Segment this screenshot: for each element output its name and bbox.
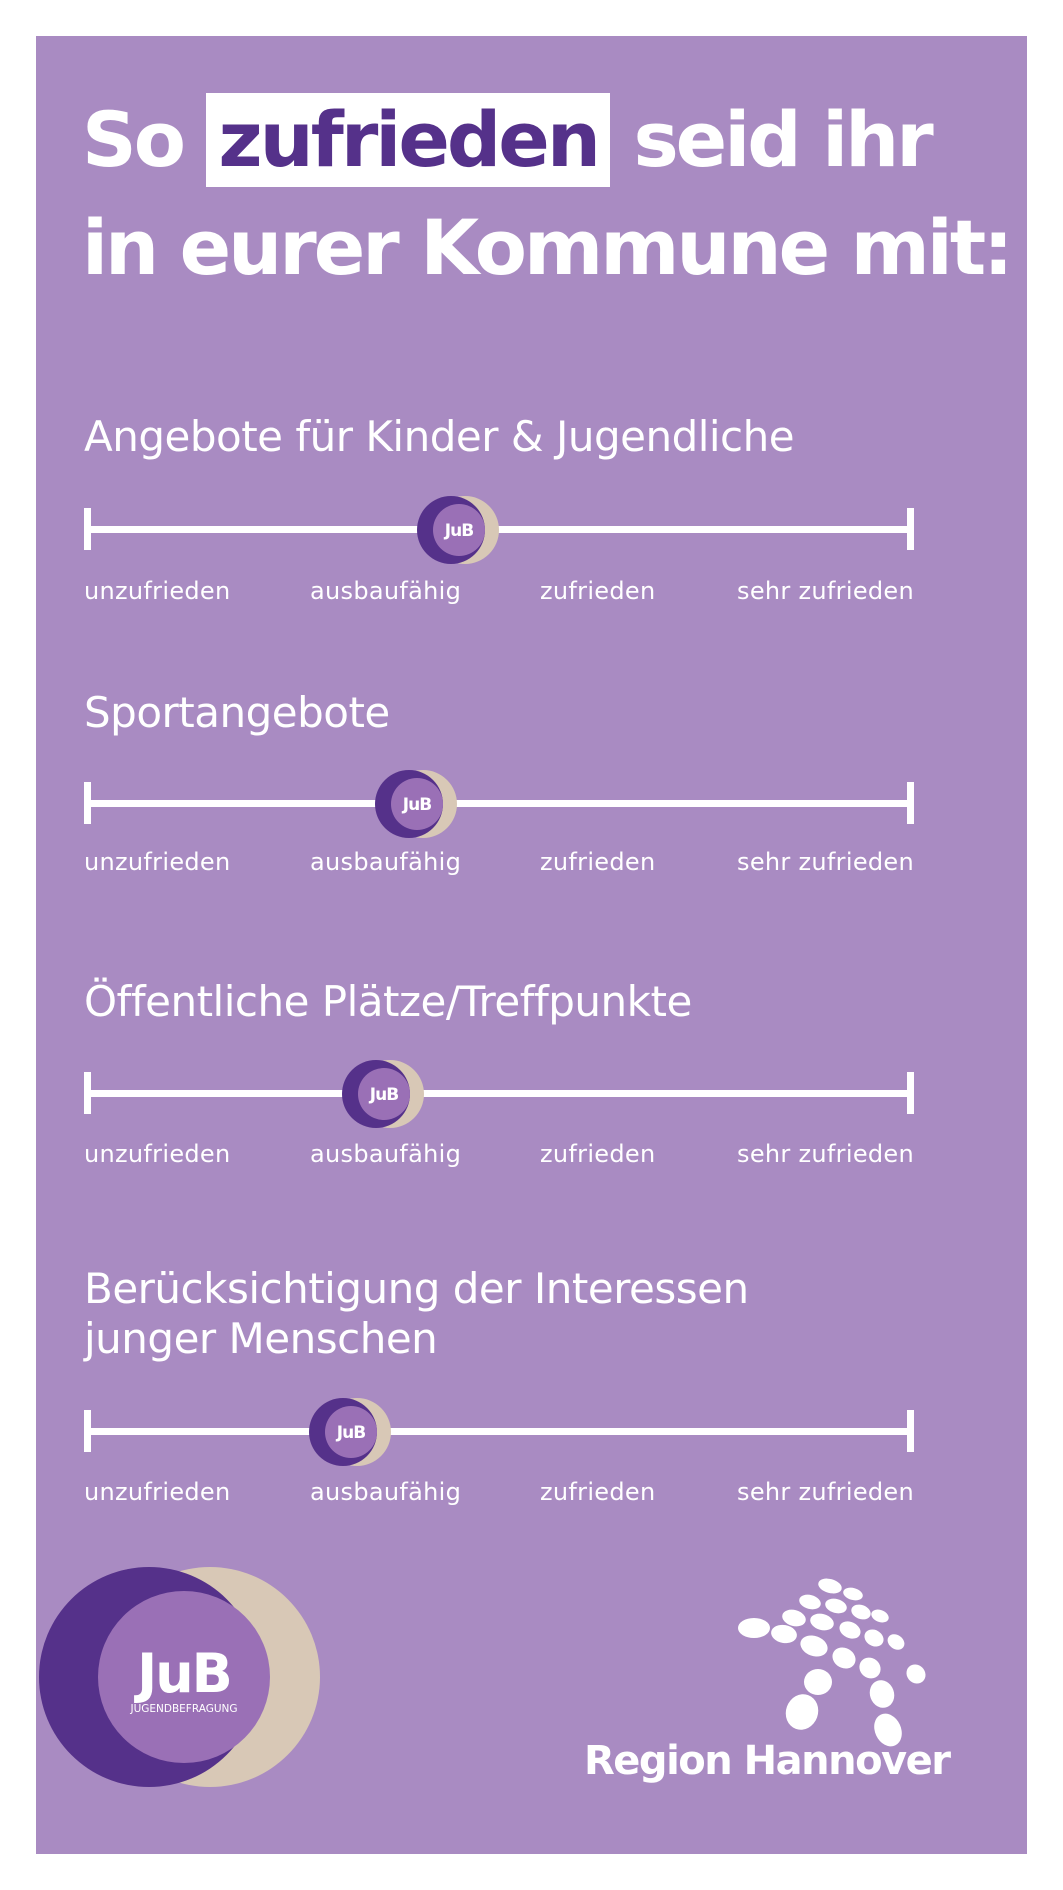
question-title — [84, 1264, 749, 1364]
question-title-line-2: junger Menschen — [84, 1314, 438, 1363]
jub-marker-text: JuB — [369, 1085, 398, 1105]
jub-logo-text: JuB — [137, 1642, 231, 1705]
satisfaction-scale — [84, 1072, 914, 1116]
headline-line-2: in eurer Kommune mit: — [82, 203, 1011, 292]
scale-labels — [84, 1478, 914, 1508]
scale-label-zufrieden: zufrieden — [540, 1478, 656, 1506]
scale-labels — [84, 1140, 914, 1170]
scale-start-cap — [84, 782, 91, 824]
scale-track — [84, 526, 914, 533]
scale-label-sehr-zufrieden: sehr zufrieden — [737, 848, 914, 876]
scale-label-zufrieden: zufrieden — [540, 1140, 656, 1168]
question-title: Öffentliche Plätze/Treffpunkte — [84, 977, 692, 1026]
scale-label-ausbaufaehig: ausbaufähig — [310, 848, 462, 876]
satisfaction-scale — [84, 1410, 914, 1454]
scale-label-unzufrieden: unzufrieden — [84, 1478, 231, 1506]
jub-marker-text: JuB — [402, 795, 432, 815]
headline-highlight: zufrieden — [206, 93, 610, 187]
scale-label-sehr-zufrieden: sehr zufrieden — [737, 1140, 914, 1168]
satisfaction-scale — [84, 782, 914, 826]
jub-marker — [375, 768, 457, 840]
scale-label-zufrieden: zufrieden — [540, 577, 656, 605]
jub-marker-text: JuB — [444, 521, 473, 541]
scale-label-ausbaufaehig: ausbaufähig — [310, 1478, 462, 1506]
question-title: Sportangebote — [84, 688, 390, 737]
scale-label-ausbaufaehig: ausbaufähig — [310, 577, 462, 605]
scale-track — [84, 1428, 914, 1435]
scale-label-sehr-zufrieden: sehr zufrieden — [737, 1478, 914, 1506]
scale-start-cap — [84, 508, 91, 550]
scale-labels — [84, 577, 914, 607]
question-title: Angebote für Kinder & Jugendliche — [84, 412, 795, 461]
scale-label-unzufrieden: unzufrieden — [84, 577, 231, 605]
jub-logo-subtext: JUGENDBEFRAGUNG — [130, 1703, 238, 1715]
jub-marker — [417, 494, 499, 566]
scale-label-zufrieden: zufrieden — [540, 848, 656, 876]
scale-end-cap — [907, 1072, 914, 1114]
question-title-line-1: Berücksichtigung der Interessen — [84, 1264, 749, 1313]
scale-label-unzufrieden: unzufrieden — [84, 848, 231, 876]
scale-labels — [84, 848, 914, 878]
headline-line-1 — [82, 86, 942, 194]
scale-end-cap — [907, 508, 914, 550]
region-hannover-name: Region Hannover — [584, 1738, 950, 1784]
headline-pre: So — [82, 95, 183, 184]
satisfaction-scale — [84, 508, 914, 552]
scale-track — [84, 800, 914, 807]
jub-logo — [34, 1562, 324, 1792]
scale-end-cap — [907, 782, 914, 824]
jub-marker-text: JuB — [336, 1423, 365, 1443]
jub-marker — [309, 1396, 391, 1468]
scale-start-cap — [84, 1410, 91, 1452]
scale-start-cap — [84, 1072, 91, 1114]
headline — [82, 86, 1011, 302]
scale-end-cap — [907, 1410, 914, 1452]
scale-label-sehr-zufrieden: sehr zufrieden — [737, 577, 914, 605]
scale-track — [84, 1090, 914, 1097]
scale-label-unzufrieden: unzufrieden — [84, 1140, 231, 1168]
headline-post: seid ihr — [633, 95, 931, 184]
jub-marker — [342, 1058, 424, 1130]
scale-label-ausbaufaehig: ausbaufähig — [310, 1140, 462, 1168]
